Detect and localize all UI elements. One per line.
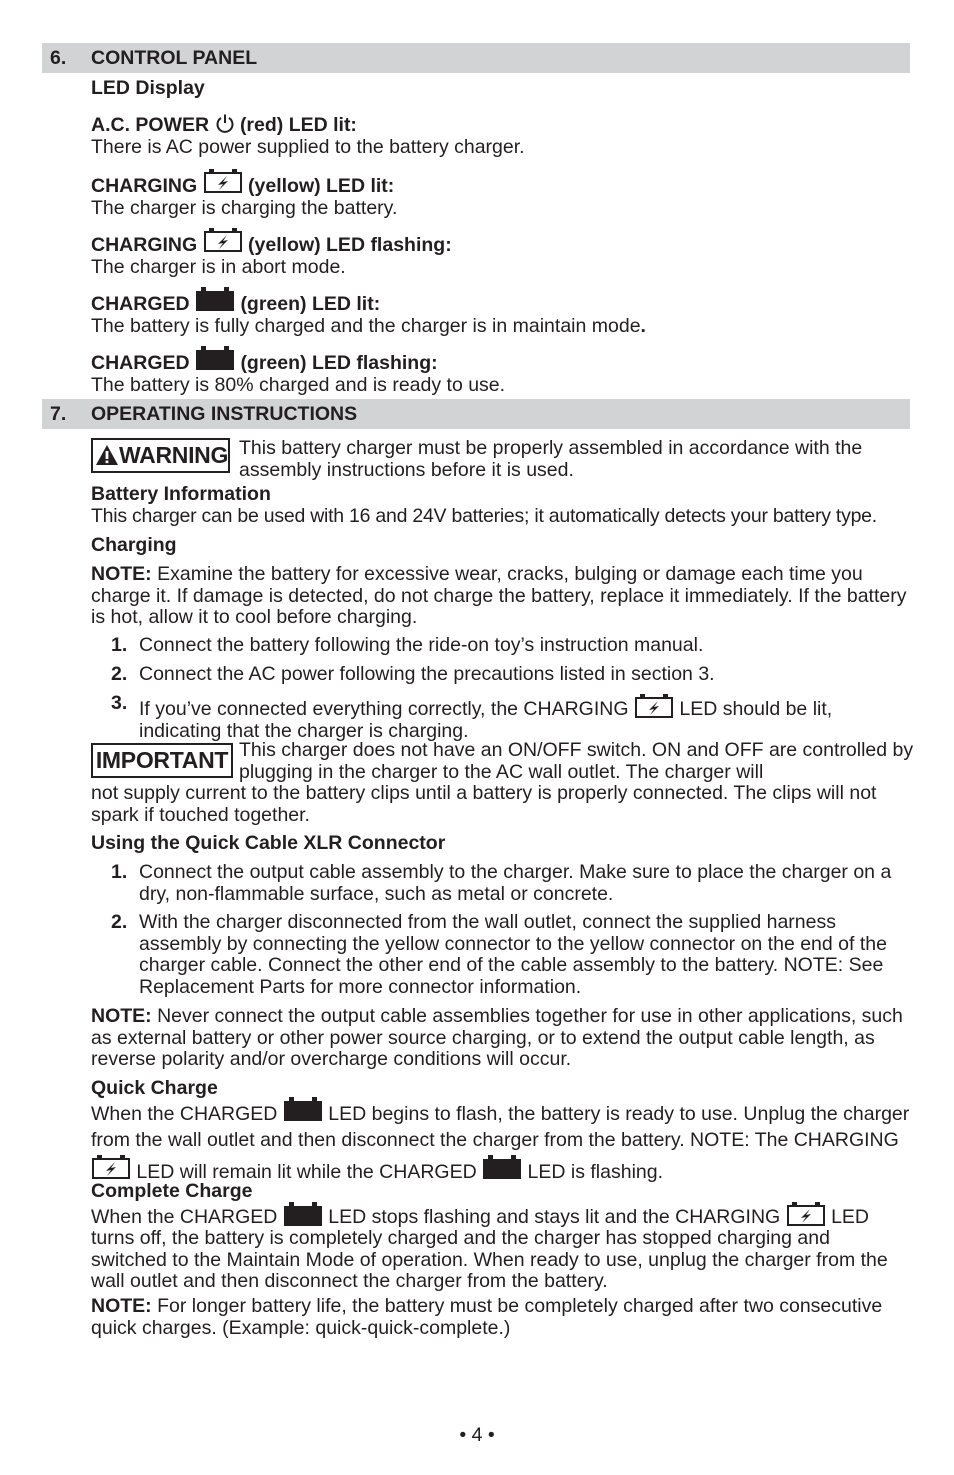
charged-lit-desc: The battery is fully charged and the charger is in maintain mode.	[91, 314, 646, 337]
battery-info-section	[91, 484, 911, 527]
ac-power-entry	[91, 113, 911, 158]
led-display-heading: LED Display	[91, 77, 205, 99]
charged-label: CHARGED	[91, 293, 190, 315]
list-item: 2. With the charger disconnected from the wall outlet, connect the supplied harness assembly by connecting the yellow connector to the yellow connector on the end of the charger cable. Connect the other end of the cable assembly to the battery. NOTE: See Replacement Parts for more connector information.	[111, 911, 887, 998]
battery-info-text: This charger can be used with 16 and 24V batteries; it automatically detects your battery type.	[91, 504, 877, 527]
battery-info-heading: Battery Information	[91, 483, 271, 505]
warning-label-box	[91, 438, 230, 473]
section-number: 6.	[50, 47, 67, 69]
charging-flash-entry	[91, 227, 911, 278]
charged-state: (green) LED flashing:	[240, 352, 438, 374]
charging-label: CHARGING	[91, 234, 198, 256]
section-title: CONTROL PANEL	[91, 47, 258, 69]
charging-lit-entry	[91, 168, 911, 219]
charged-lit-entry	[91, 286, 911, 337]
charging-heading: Charging	[91, 534, 177, 556]
charged-battery-icon	[195, 286, 235, 312]
list-item: 3. If you’ve connected everything correctly, the CHARGING LED should be lit, indicating that the charger is charging.	[111, 692, 833, 742]
charging-state: (yellow) LED lit:	[248, 175, 395, 197]
important-label-box	[91, 743, 233, 778]
ac-power-desc: There is AC power supplied to the battery charger.	[91, 135, 525, 158]
section-7-header	[42, 399, 910, 429]
charged-battery-icon	[195, 345, 235, 371]
important-text-a: This charger does not have an ON/OFF switch. ON and OFF are controlled by plugging in the charger to the AC wall outlet. The charger will	[239, 739, 914, 783]
charging-battery-icon	[91, 1154, 131, 1180]
section-6-header	[42, 43, 910, 73]
final-note: NOTE: For longer battery life, the battery must be completely charged after two consecutive quick charges. (Example: quick-quick-complete.)	[91, 1295, 883, 1339]
power-icon	[215, 113, 235, 135]
charging-battery-icon	[203, 227, 243, 253]
warning-text: This battery charger must be properly assembled in accordance with the assembly instructions before it is used.	[239, 437, 863, 481]
ac-power-label: A.C. POWER	[91, 114, 210, 136]
section-number: 7.	[50, 403, 67, 425]
list-item: 2. Connect the AC power following the precautions listed in section 3.	[111, 663, 715, 685]
section-title: OPERATING INSTRUCTIONS	[91, 403, 358, 425]
complete-charge-text: When the CHARGED LED stops flashing and stays lit and the CHARGING LED turns off, the battery is completely charged and the charger has stopped charging and switched to the Maintain Mode of operation. When ready to use, unplug the charger from the wall outlet and then disconnect the charger from the battery.	[91, 1201, 911, 1293]
quick-charge-section	[91, 1078, 911, 1185]
charging-flash-desc: The charger is in abort mode.	[91, 255, 346, 278]
complete-charge-section	[91, 1181, 911, 1293]
important-text-b: not supply current to the battery clips until a battery is properly connected. The clips will not spark if touched together.	[91, 782, 877, 826]
ac-power-state: (red) LED lit:	[239, 114, 357, 136]
charging-label: CHARGING	[91, 175, 198, 197]
charging-lit-desc: The charger is charging the battery.	[91, 196, 398, 219]
quick-charge-heading: Quick Charge	[91, 1077, 218, 1099]
charging-note: NOTE: Examine the battery for excessive wear, cracks, bulging or damage each time you charge it. If damage is detected, do not charge the battery, replace it immediately. If the battery is hot, allow it to cool before charging.	[91, 563, 907, 628]
charged-battery-icon	[283, 1201, 323, 1227]
complete-charge-heading: Complete Charge	[91, 1180, 253, 1202]
charging-battery-icon	[634, 693, 674, 719]
charging-state: (yellow) LED flashing:	[248, 234, 452, 256]
charging-battery-icon	[203, 168, 243, 194]
quick-charge-text: When the CHARGED LED begins to flash, the battery is ready to use. Unplug the charger from the wall outlet and then disconnect the charger from the battery. NOTE: The CHARGING LED will remain lit while the CHARGED LED is flashing.	[91, 1096, 911, 1186]
warning-triangle-icon	[95, 444, 119, 466]
charged-label: CHARGED	[91, 352, 190, 374]
charged-battery-icon	[283, 1096, 323, 1122]
list-item: 1. Connect the battery following the ride-on toy’s instruction manual.	[111, 634, 704, 656]
charged-battery-icon	[482, 1154, 522, 1180]
list-item: 1. Connect the output cable assembly to the charger. Make sure to place the charger on a dry, non-flammable surface, such as metal or concrete.	[111, 861, 892, 905]
charging-battery-icon	[786, 1201, 826, 1227]
xlr-note: NOTE: Never connect the output cable assemblies together for use in other applications, such as external battery or other power source charging, or to extend the output cable length, as reverse polarity and/or overcharge conditions will occur.	[91, 1005, 903, 1070]
charged-flash-entry	[91, 345, 911, 396]
page-number: • 4 •	[459, 1424, 495, 1446]
important-label: IMPORTANT	[95, 747, 229, 773]
warning-label: WARNING	[119, 442, 229, 468]
xlr-heading: Using the Quick Cable XLR Connector	[91, 832, 446, 854]
charged-state: (green) LED lit:	[240, 293, 381, 315]
charged-flash-desc: The battery is 80% charged and is ready to use.	[91, 373, 506, 396]
